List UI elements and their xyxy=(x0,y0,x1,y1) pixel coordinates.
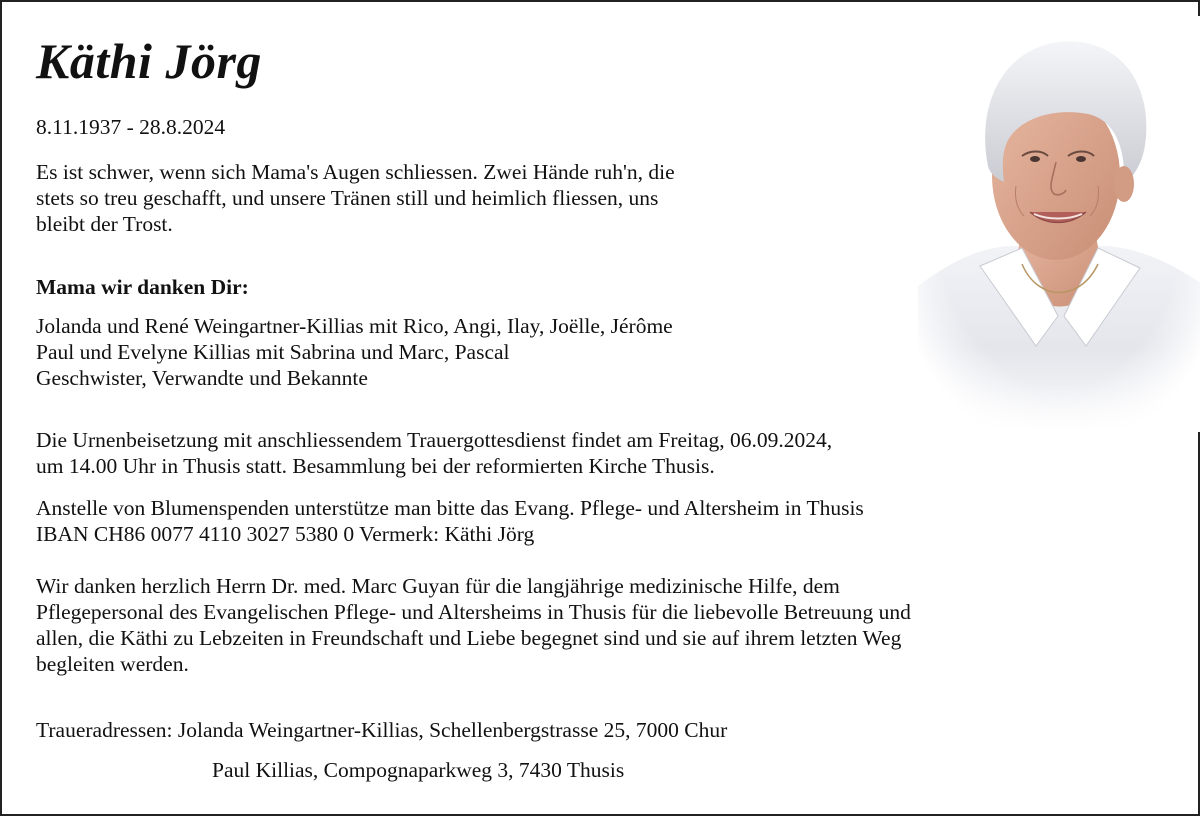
verse-line: stets so treu geschafft, und unsere Tränen still und heimlich fliessen, uns xyxy=(36,186,659,210)
gratitude-line: allen, die Käthi zu Lebzeiten in Freundschaft und Liebe begegnet sind und sie auf ihrem letzten Weg xyxy=(36,626,902,650)
life-dates: 8.11.1937 - 28.8.2024 xyxy=(36,115,226,139)
mourning-address-primary: Traueradressen: Jolanda Weingartner-Killias, Schellenbergstrasse 25, 7000 Chur xyxy=(36,718,728,742)
gratitude-line: Wir danken herzlich Herrn Dr. med. Marc Guyan für die langjährige medizinische Hilfe, dem xyxy=(36,574,840,598)
funeral-announcement xyxy=(36,427,832,479)
memorial-verse xyxy=(36,159,675,237)
mourning-address-secondary: Paul Killias, Compognaparkweg 3, 7430 Thusis xyxy=(212,758,625,782)
family-line: Paul und Evelyne Killias mit Sabrina und Marc, Pascal xyxy=(36,340,510,364)
verse-line: Es ist schwer, wenn sich Mama's Augen schliessen. Zwei Hände ruh'n, die xyxy=(36,160,675,184)
verse-line: bleibt der Trost. xyxy=(36,212,173,236)
donation-line: IBAN CH86 0077 4110 3027 5380 0 Vermerk: Käthi Jörg xyxy=(36,522,535,546)
portrait-photo xyxy=(918,16,1200,432)
family-list xyxy=(36,313,673,391)
funeral-line: Die Urnenbeisetzung mit anschliessendem Trauergottesdienst findet am Freitag, 06.09.2024, xyxy=(36,428,833,452)
gratitude-line: begleiten werden. xyxy=(36,652,189,676)
family-line: Jolanda und René Weingartner-Killias mit Rico, Angi, Ilay, Joëlle, Jérôme xyxy=(36,314,673,338)
portrait-illustration xyxy=(918,16,1200,432)
thanks-heading: Mama wir danken Dir: xyxy=(36,275,249,299)
donation-line: Anstelle von Blumenspenden unterstütze man bitte das Evang. Pflege- und Altersheim in Thusis xyxy=(36,496,864,520)
deceased-name: Käthi Jörg xyxy=(36,33,262,89)
gratitude-paragraph xyxy=(36,573,911,677)
funeral-line: um 14.00 Uhr in Thusis statt. Besammlung bei der reformierten Kirche Thusis. xyxy=(36,454,715,478)
donation-request xyxy=(36,495,864,547)
gratitude-line: Pflegepersonal des Evangelischen Pflege- und Altersheims in Thusis für die liebevolle Betreuung und xyxy=(36,600,911,624)
family-line: Geschwister, Verwandte und Bekannte xyxy=(36,366,368,390)
